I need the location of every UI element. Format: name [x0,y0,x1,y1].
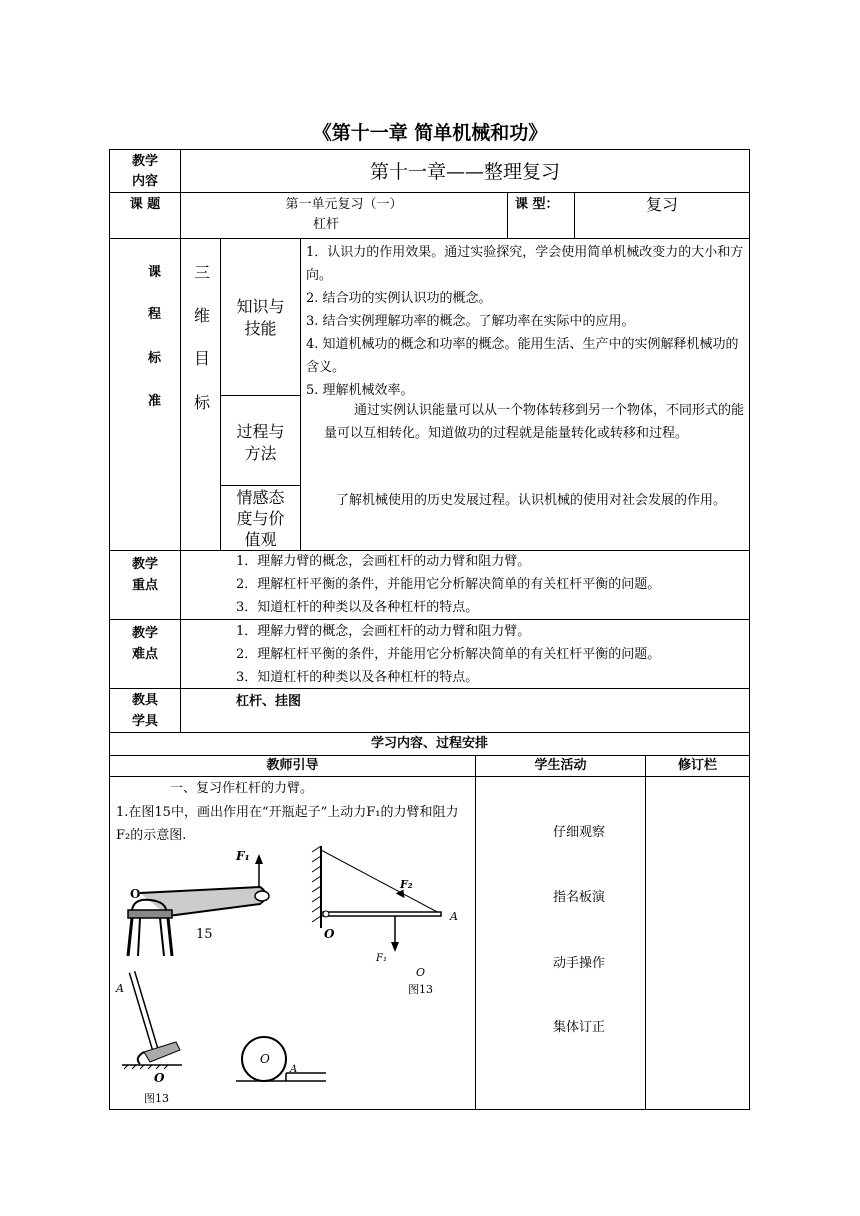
key-points-label: 教学 重点 [131,557,158,593]
lever-figures [110,840,474,1108]
col-teacher-header: 教师引导 [266,758,319,773]
arrangement-heading: 学习内容、过程安排 [370,736,488,751]
standard-item-1: 1．认识力的作用效果。通过实验探究，学会使用简单机械改变力的大小和方向。 [306,245,744,283]
key-point-1: 1．理解力臂的概念，会画杠杆的动力臂和阻力臂。 [236,554,531,569]
svg-text:O: O [260,1052,270,1066]
bottle-opener-figure [128,849,269,956]
svg-text:O: O [416,966,426,979]
tools-value: 杠杆、挂图 [236,694,302,709]
standard-item-4: 4. 知道机械功的概念和功率的概念。能用生活、生产中的实例解释机械功的含义。 [306,337,739,375]
svg-text:A: A [116,982,124,995]
student-activity-1: 仔细观察 [553,825,606,840]
svg-text:A: A [290,1064,298,1075]
svg-text:O: O [324,927,335,941]
content-label: 教学 内容 [131,154,158,189]
svg-text:O: O [154,1071,165,1085]
difficult-point-2: 2．理解杠杆平衡的条件，并能用它分析解决简单的有关杠杆平衡的问题。 [236,647,661,662]
svg-text:F₁: F₁ [236,849,250,863]
key-point-3: 3．知道杠杆的种类以及各种杠杆的特点。 [236,600,479,615]
content-value: 第十一章——整理复习 [369,161,560,183]
claw-hammer-figure [115,972,182,1105]
student-activity-2: 指名板演 [553,890,606,905]
knowledge-label: 知识与 技能 [236,297,285,338]
svg-text:F₁: F₁ [376,953,387,964]
wheel-step-figure [236,1037,326,1081]
topic-label: 课 题 [129,197,161,212]
tools-label: 教具 学具 [131,693,158,729]
difficult-points-label: 教学 难点 [131,626,158,662]
student-activity-3: 动手操作 [553,956,606,971]
section-1: 一、复习作杠杆的力臂。 [170,781,314,796]
document-title: 《第十一章 简单机械和功》 [312,122,548,144]
lesson-plan-table: 教学 内容 第十一章——整理复习 课 题 第一单元复习（一） 杠杆 课 型： 复习 课 程 标 准 三 维 目 标 知识与 技能 过程与 方法 情感态 度与价 值观 1．认识力的作用效果。通过实验探究，学会使用简单机械改变力的大小和方向。 2. 结合功的实例认识功的概念。 3. 结合实例理解功率的概念。了解功率在实际中的应用。 4. 知道机械功的概念和功率的概念。能用生活、生产中的实例解释机械功的含义。 5. 理解机械效率。 通过实例认识能量可以从一个物体转移到另一个物体，不同形式的能量可以互相转化。知道做功的过程就是能量转化或转移和过程。 了解机械使用的历史发展过程。认识机械的使用对社会发展的作用。 教学 重点 1．理解力臂的概念，会画杠杆的动力臂和阻力臂。 2．理解杠杆平衡的条件，并能用它分析解决简单的有关杠杆平衡的问题。 3．知道杠杆的种类以及各种杠杆的特点。 教学 难点 1．理解力臂的概念，会画杠杆的动力臂和阻力臂。 2．理解杠杆平衡的条件，并能用它分析解决简单的有关杠杆平衡的问题。 3．知道杠杆的种类以及各种杠杆的特点。 教具 学具 杠杆、挂图 学习内容、过程安排 教师引导 学生活动 修订栏 一、复习作杠杆的力臂。 1.在图15中，画出作用在“开瓶起子”上动力F₁的力臂和阻力F₂的示意图. 仔细观察 指名板演 动手操作 集体订正 F₁ O 15 F₂ A O F₁ O 图13 A O 图13 O A [109,149,750,1110]
svg-text:O: O [130,887,141,901]
emotion-label: 情感态 度与价 值观 [236,488,285,549]
emotion-text: 了解机械使用的历史发展过程。认识机械的使用对社会发展的作用。 [336,493,727,508]
svg-text:图13: 图13 [144,1092,169,1105]
svg-text:图13: 图13 [408,983,433,996]
col-revision-header: 修订栏 [677,758,717,773]
difficult-point-1: 1．理解力臂的概念，会画杠杆的动力臂和阻力臂。 [236,624,531,639]
wall-lever-figure [312,846,458,996]
topic-value-1: 第一单元复习（一） [285,197,403,212]
svg-text:F₂: F₂ [400,878,413,891]
student-activity-4: 集体订正 [553,1020,606,1035]
standard-item-5: 5. 理解机械效率。 [306,383,414,398]
col-student-header: 学生活动 [534,758,587,773]
difficult-point-3: 3．知道杠杆的种类以及各种杠杆的特点。 [236,670,479,685]
svg-text:15: 15 [196,927,213,942]
process-label: 过程与 方法 [236,422,285,463]
question-1: 1.在图15中，画出作用在“开瓶起子”上动力F₁的力臂和阻力F₂的示意图. [116,805,459,843]
svg-text:A: A [450,910,458,923]
standard-item-3: 3. 结合实例理解功率的概念。了解功率在实际中的应用。 [306,314,635,329]
type-label: 课 型： [515,197,559,212]
key-point-2: 2．理解杠杆平衡的条件，并能用它分析解决简单的有关杠杆平衡的问题。 [236,577,661,592]
process-text: 通过实例认识能量可以从一个物体转移到另一个物体，不同形式的能量可以互相转化。知道做功的过程就是能量转化或转移和过程。 [324,403,745,441]
type-value: 复习 [645,195,678,214]
standard-item-2: 2. 结合功的实例认识功的概念。 [306,291,492,306]
topic-value-2: 杠杆 [313,217,340,232]
